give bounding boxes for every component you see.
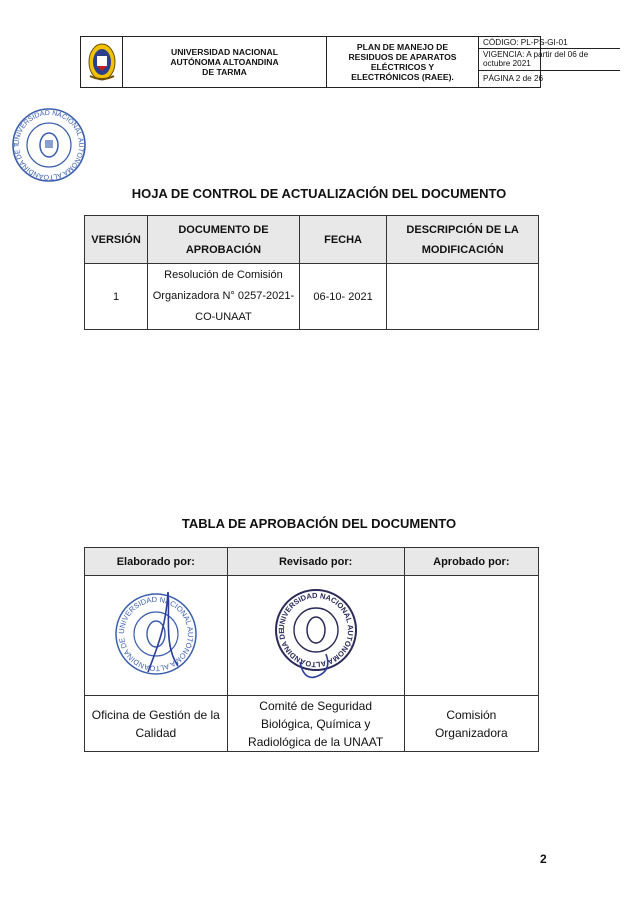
- approved-stamp-cell: [404, 576, 538, 696]
- approval-signer-row: [85, 696, 539, 752]
- prepared-by: Oficina de Gestión de la Calidad: [85, 696, 228, 752]
- approved-by: Comisión Organizadora: [404, 696, 538, 752]
- document-meta-cell: [479, 37, 620, 87]
- university-logo-cell: [81, 37, 123, 87]
- control-table-header-row: [85, 216, 539, 264]
- document-page: PÁGINA 2 de 26: [483, 74, 544, 83]
- approval-table-title: TABLA DE APROBACIÓN DEL DOCUMENTO: [181, 516, 457, 531]
- reviewed-by: Comité de Seguridad Biológica, Química y Radiológica de la UNAAT: [227, 696, 404, 752]
- seal-text: UNIVERSIDAD NACIONAL AUTÓNOMA ALTOANDINA DE T: [13, 109, 85, 181]
- page-number: 2: [540, 852, 547, 866]
- quality-office-seal: [108, 586, 204, 682]
- university-name-cell: [123, 37, 327, 87]
- header-reviewed: Revisado por:: [227, 548, 404, 576]
- control-table-title: HOJA DE CONTROL DE ACTUALIZACIÓN DEL DOCUMENTO: [131, 186, 507, 201]
- seal-text: UNIVERSIDAD NACIONAL AUTÓNOMA ALTOANDINA DE: [116, 594, 195, 674]
- plan-title-cell: [327, 37, 479, 87]
- header-document: DOCUMENTO DE APROBACIÓN: [148, 216, 300, 264]
- table-row: [85, 264, 539, 330]
- document-validity: VIGENCIA: A partir del 06 de octubre 2021: [483, 50, 589, 68]
- header-date: FECHA: [299, 216, 387, 264]
- header-approved: Aprobado por:: [404, 548, 538, 576]
- header-version: VERSIÓN: [85, 216, 148, 264]
- row-document: Resolución de Comisión Organizadora N° 0257-2021-CO-UNAAT: [148, 264, 300, 330]
- safety-committee-seal: [266, 584, 366, 684]
- document-header: [80, 36, 589, 88]
- university-logo-icon: [87, 42, 117, 82]
- header-prepared: Elaborado por:: [85, 548, 228, 576]
- row-date: 06-10- 2021: [299, 264, 387, 330]
- control-table: [84, 215, 539, 330]
- prepared-stamp-cell: [85, 576, 228, 696]
- row-description: [387, 264, 539, 330]
- approval-table: [84, 547, 539, 752]
- reviewed-stamp-cell: [227, 576, 404, 696]
- svg-text:UNIVERSIDAD NACIONAL AUTÓNOMA: [266, 584, 355, 669]
- approval-stamp-row: [85, 576, 539, 696]
- document-code: CÓDIGO: PL-PS-GI-01: [483, 38, 568, 47]
- university-name: UNIVERSIDAD NACIONAL AUTÓNOMA ALTOANDINA DE TARMA: [170, 47, 279, 77]
- institutional-seal: [7, 105, 91, 190]
- plan-title: PLAN DE MANEJO DE RESIDUOS DE APARATOS ELÉCTRICOS Y ELECTRÓNICOS (RAEE).: [348, 42, 457, 82]
- header-description: DESCRIPCIÓN DE LA MODIFICACIÓN: [387, 216, 539, 264]
- row-version: 1: [85, 264, 148, 330]
- svg-text:UNIVERSIDAD NACIONAL AUTÓNOMA: [108, 586, 195, 673]
- seal-text: UNIVERSIDAD NACIONAL AUTÓNOMA ALTOANDINA DE: [276, 590, 355, 670]
- approval-header-row: [85, 548, 539, 576]
